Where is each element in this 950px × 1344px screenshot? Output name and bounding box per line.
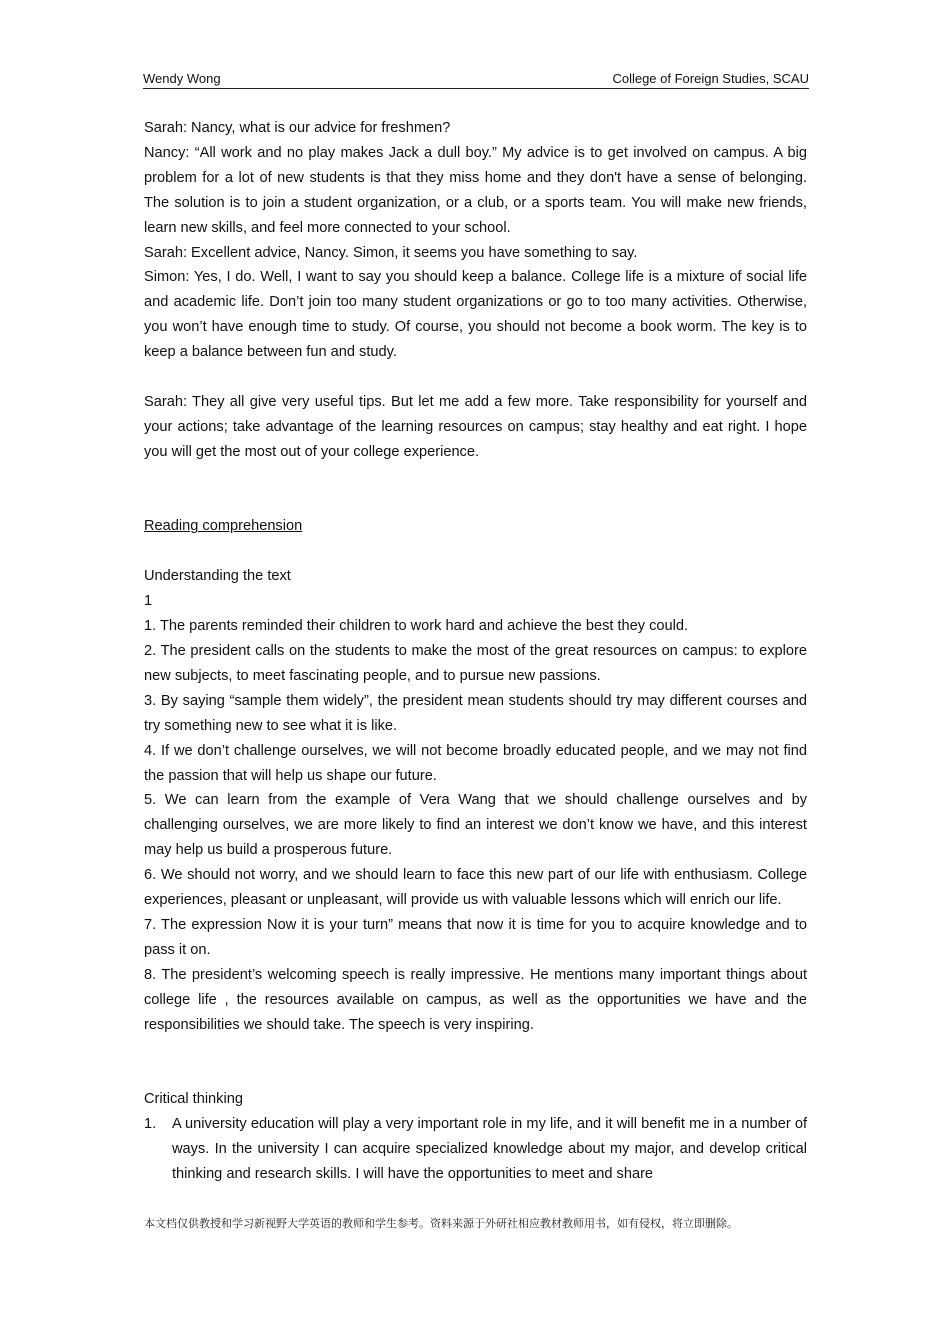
section-heading-critical: Critical thinking	[144, 1091, 243, 1108]
answer-item: 2. The president calls on the students to make the most of the great resources on campus: to explore new subjects, to meet fascinating people, and to pursue new passions.	[144, 642, 807, 684]
exercise-number: 1	[144, 593, 153, 610]
dialogue-line: Sarah: Excellent advice, Nancy. Simon, it seems you have something to say.	[144, 244, 638, 261]
dialogue-line: Simon: Yes, I do. Well, I want to say you should keep a balance. College life is a mixture of social life and academic life. Don’t join too many student organizations or go to too many activities. Otherwise, you won’t have enough time to study. Of course, you should not become a book worm. The key is to keep a balance between fun and study.	[144, 269, 807, 361]
page-content	[144, 116, 807, 1187]
dialogue-line: Sarah: Nancy, what is our advice for freshmen?	[144, 120, 451, 136]
answer-item: 3. By saying “sample them widely”, the president mean students should try may different courses and try something new to see what it is like.	[144, 692, 807, 734]
answer-item: 1. The parents reminded their children to work hard and achieve the best they could.	[144, 618, 689, 635]
spacer	[144, 1037, 807, 1087]
dialogue-line: Nancy: “All work and no play makes Jack a dull boy.” My advice is to get involved on campus. A big problem for a lot of new students is that they miss home and they don't have a sense of belonging. The solution is to join a student organization, or a club, or a sports team. You will make new friends, learn new skills, and feel more connected to your school.	[144, 144, 807, 236]
answer-item: 4. If we don’t challenge ourselves, we will not become broadly educated people, and we may not find the passion that will help us shape our future.	[144, 742, 807, 784]
header-author: Wendy Wong	[143, 71, 221, 86]
critical-item-text: A university education will play a very important role in my life, and it will benefit me in a number of ways. In the university I can acquire specialized knowledge about my major, and develop critical thinking and research skills. I will have the opportunities to meet and share	[172, 1116, 807, 1182]
critical-item-number: 1.	[144, 1116, 157, 1133]
critical-item	[144, 1112, 807, 1187]
spacer	[144, 465, 807, 515]
answer-item: 5. We can learn from the example of Vera Wang that we should challenge ourselves and by challenging ourselves, we are more likely to find an interest we don’t know we have, and this interest may help us build a prosperous future.	[144, 792, 807, 859]
answer-item: 6. We should not worry, and we should learn to face this new part of our life with enthusiasm. College experiences, pleasant or unpleasant, will provide us with valuable lessons which will enrich our life.	[144, 867, 807, 909]
spacer	[144, 539, 807, 564]
answer-item: 7. The expression Now it is your turn” means that now it is time for you to acquire knowledge and to pass it on.	[144, 916, 807, 958]
footer-note: 本文档仅供教授和学习新视野大学英语的教师和学生参考。资料来源于外研社相应教材教师用书，如有侵权，将立即删除。	[144, 1217, 738, 1230]
subheading-understanding: Understanding the text	[144, 568, 291, 585]
spacer	[144, 365, 807, 390]
page-header	[143, 70, 809, 89]
header-institution: College of Foreign Studies, SCAU	[612, 71, 809, 86]
section-heading-reading: Reading comprehension	[144, 518, 303, 535]
closing-paragraph: Sarah: They all give very useful tips. But let me add a few more. Take responsibility for yourself and your actions; take advantage of the learning resources on campus; stay healthy and eat right. I hope you will get the most out of your college experience.	[144, 393, 807, 460]
answer-item: 8. The president’s welcoming speech is really impressive. He mentions many important things about college life , the resources available on campus, as well as the opportunities we have and the responsibilities we should take. The speech is very inspiring.	[144, 966, 807, 1033]
